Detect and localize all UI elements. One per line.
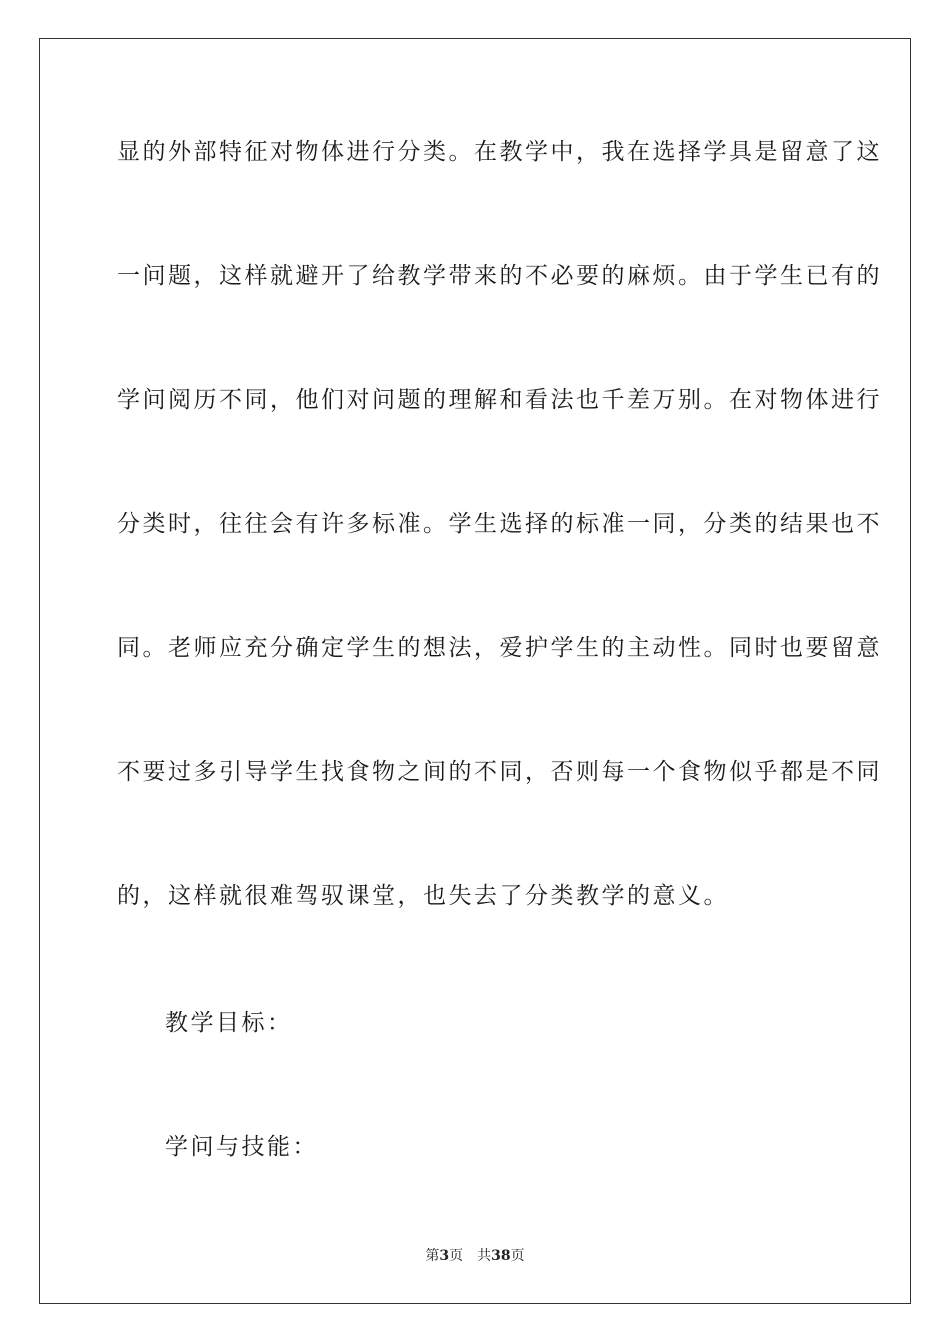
total-suffix: 页 [510, 1248, 525, 1264]
page-suffix: 页 [449, 1248, 464, 1264]
total-prefix: 共 [477, 1248, 492, 1264]
paragraph-line-6: 不要过多引导学生找食物之间的不同，否则每一个食物似乎都是不同 [117, 759, 882, 785]
page-prefix: 第 [425, 1248, 440, 1264]
heading-objectives: 教学目标： [165, 1010, 293, 1036]
heading-knowledge: 学问与技能： [165, 1134, 318, 1160]
paragraph-line-3: 学问阅历不同，他们对问题的理解和看法也千差万别。在对物体进行 [117, 387, 882, 413]
paragraph-line-1: 显的外部特征对物体进行分类。在教学中，我在选择学具是留意了这 [117, 139, 882, 165]
paragraph-line-4: 分类时，往往会有许多标准。学生选择的标准一同，分类的结果也不 [117, 511, 882, 537]
paragraph-line-2: 一问题，这样就避开了给教学带来的不必要的麻烦。由于学生已有的 [117, 263, 882, 289]
paragraph-line-7: 的，这样就很难驾驭课堂，也失去了分类教学的意义。 [117, 883, 729, 909]
page-frame [39, 38, 911, 1304]
total-pages: 38 [491, 1248, 511, 1264]
page-number: 3 [439, 1248, 450, 1264]
paragraph-line-5: 同。老师应充分确定学生的想法，爱护学生的主动性。同时也要留意 [117, 635, 882, 661]
page-footer [0, 1247, 950, 1265]
